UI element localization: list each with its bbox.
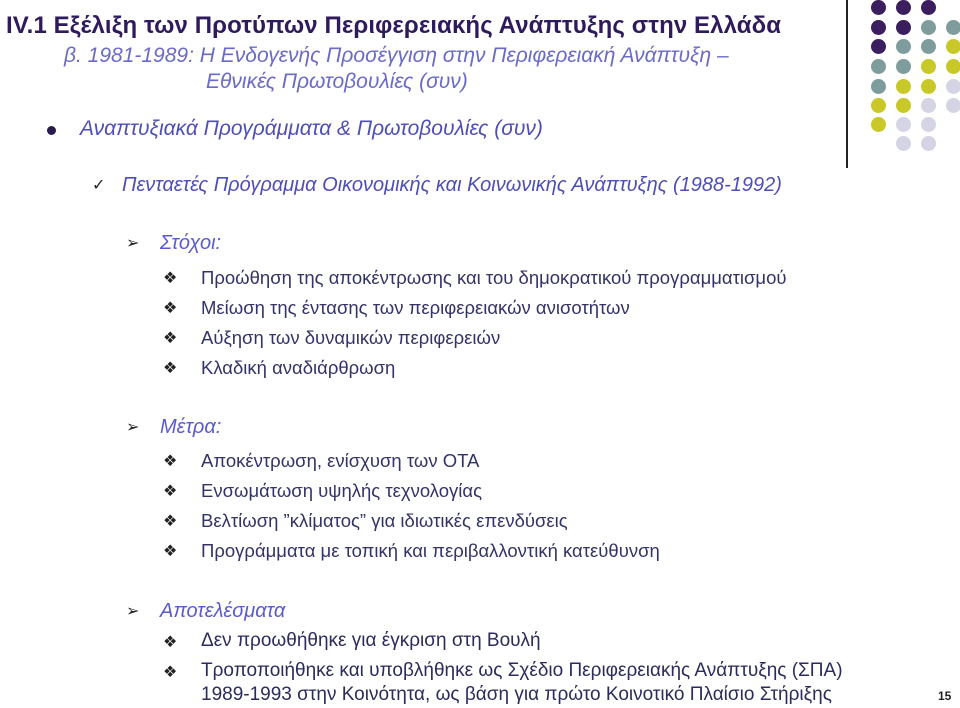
diamond-bullet-icon: ❖ [163, 300, 178, 317]
check-bullet-icon: ✓ [92, 177, 106, 194]
page-number: 15 [938, 689, 952, 703]
diamond-bullet-icon: ❖ [163, 543, 178, 560]
deco-dot [871, 0, 886, 15]
section-heading-measures: Μέτρα: [160, 416, 222, 438]
result-item: Τροποποιήθηκε και υποβλήθηκε ως Σχέδιο Περιφερειακής Ανάπτυξης (ΣΠΑ) [201, 660, 843, 681]
deco-dot [946, 39, 960, 54]
deco-dot [896, 136, 911, 151]
level2-heading: Πενταετές Πρόγραμμα Οικονομικής και Κοινωνικής Ανάπτυξης (1988-1992) [122, 174, 782, 196]
result-item: Δεν προωθήθηκε για έγκριση στη Βουλή [201, 630, 541, 651]
deco-dot [896, 98, 911, 113]
deco-dot [871, 117, 886, 132]
deco-dot [871, 59, 886, 74]
decorative-vertical-line [846, 0, 848, 168]
deco-dot [946, 79, 960, 94]
goal-item: Προώθηση της αποκέντρωσης και του δημοκρατικού προγραμματισμού [201, 267, 787, 288]
deco-dot [921, 59, 936, 74]
deco-dot [946, 98, 960, 113]
deco-dot [921, 136, 936, 151]
deco-dot [946, 59, 960, 74]
section-heading-goals: Στόχοι: [160, 232, 222, 254]
measure-item: Αποκέντρωση, ενίσχυση των ΟΤΑ [201, 450, 480, 471]
section-heading-results: Αποτελέσματα [160, 600, 286, 622]
slide-subtitle-line1: β. 1981-1989: Η Ενδογενής Προσέγγιση στην Περιφερειακή Ανάπτυξη – [64, 44, 729, 67]
deco-dot [896, 0, 911, 15]
result-item-continuation: 1989-1993 στην Κοινότητα, ως βάση για πρώτο Κοινοτικό Πλαίσιο Στήριξης [201, 684, 832, 705]
measure-item: Ενσωμάτωση υψηλής τεχνολογίας [201, 480, 483, 501]
arrow-bullet-icon: ➢ [126, 235, 140, 252]
deco-dot [896, 20, 911, 35]
goal-item: Μείωση της έντασης των περιφερειακών ανισοτήτων [201, 297, 630, 318]
deco-dot [921, 20, 936, 35]
diamond-bullet-icon: ❖ [163, 270, 178, 287]
diamond-bullet-icon: ❖ [163, 483, 178, 500]
slide-subtitle-line2: Εθνικές Πρωτοβουλίες (συν) [206, 70, 468, 93]
deco-dot [921, 39, 936, 54]
slide-title: IV.1 Εξέλιξη των Προτύπων Περιφερειακής Ανάπτυξης στην Ελλάδα [6, 12, 782, 39]
deco-dot [921, 79, 936, 94]
deco-dot [871, 20, 886, 35]
deco-dot [871, 98, 886, 113]
measure-item: Βελτίωση ”κλίματος” για ιδιωτικές επενδύσεις [201, 510, 568, 531]
diamond-bullet-icon: ❖ [163, 513, 178, 530]
deco-dot [896, 79, 911, 94]
arrow-bullet-icon: ➢ [126, 419, 140, 436]
diamond-bullet-icon: ❖ [163, 634, 178, 651]
deco-dot [896, 59, 911, 74]
measure-item: Προγράμματα με τοπική και περιβαλλοντική κατεύθυνση [201, 540, 660, 561]
diamond-bullet-icon: ❖ [163, 453, 178, 470]
bullet-dot-icon [47, 126, 56, 135]
arrow-bullet-icon: ➢ [126, 603, 140, 620]
deco-dot [921, 98, 936, 113]
diamond-bullet-icon: ❖ [163, 664, 178, 681]
deco-dot [896, 117, 911, 132]
deco-dot [871, 79, 886, 94]
diamond-bullet-icon: ❖ [163, 360, 178, 377]
deco-dot [896, 39, 911, 54]
deco-dot [921, 0, 936, 15]
deco-dot [946, 20, 960, 35]
goal-item: Αύξηση των δυναμικών περιφερειών [201, 327, 501, 348]
diamond-bullet-icon: ❖ [163, 330, 178, 347]
deco-dot [921, 117, 936, 132]
deco-dot [871, 39, 886, 54]
goal-item: Κλαδική αναδιάρθρωση [201, 357, 396, 378]
level1-heading: Αναπτυξιακά Προγράμματα & Πρωτοβουλίες (συν) [80, 117, 543, 140]
